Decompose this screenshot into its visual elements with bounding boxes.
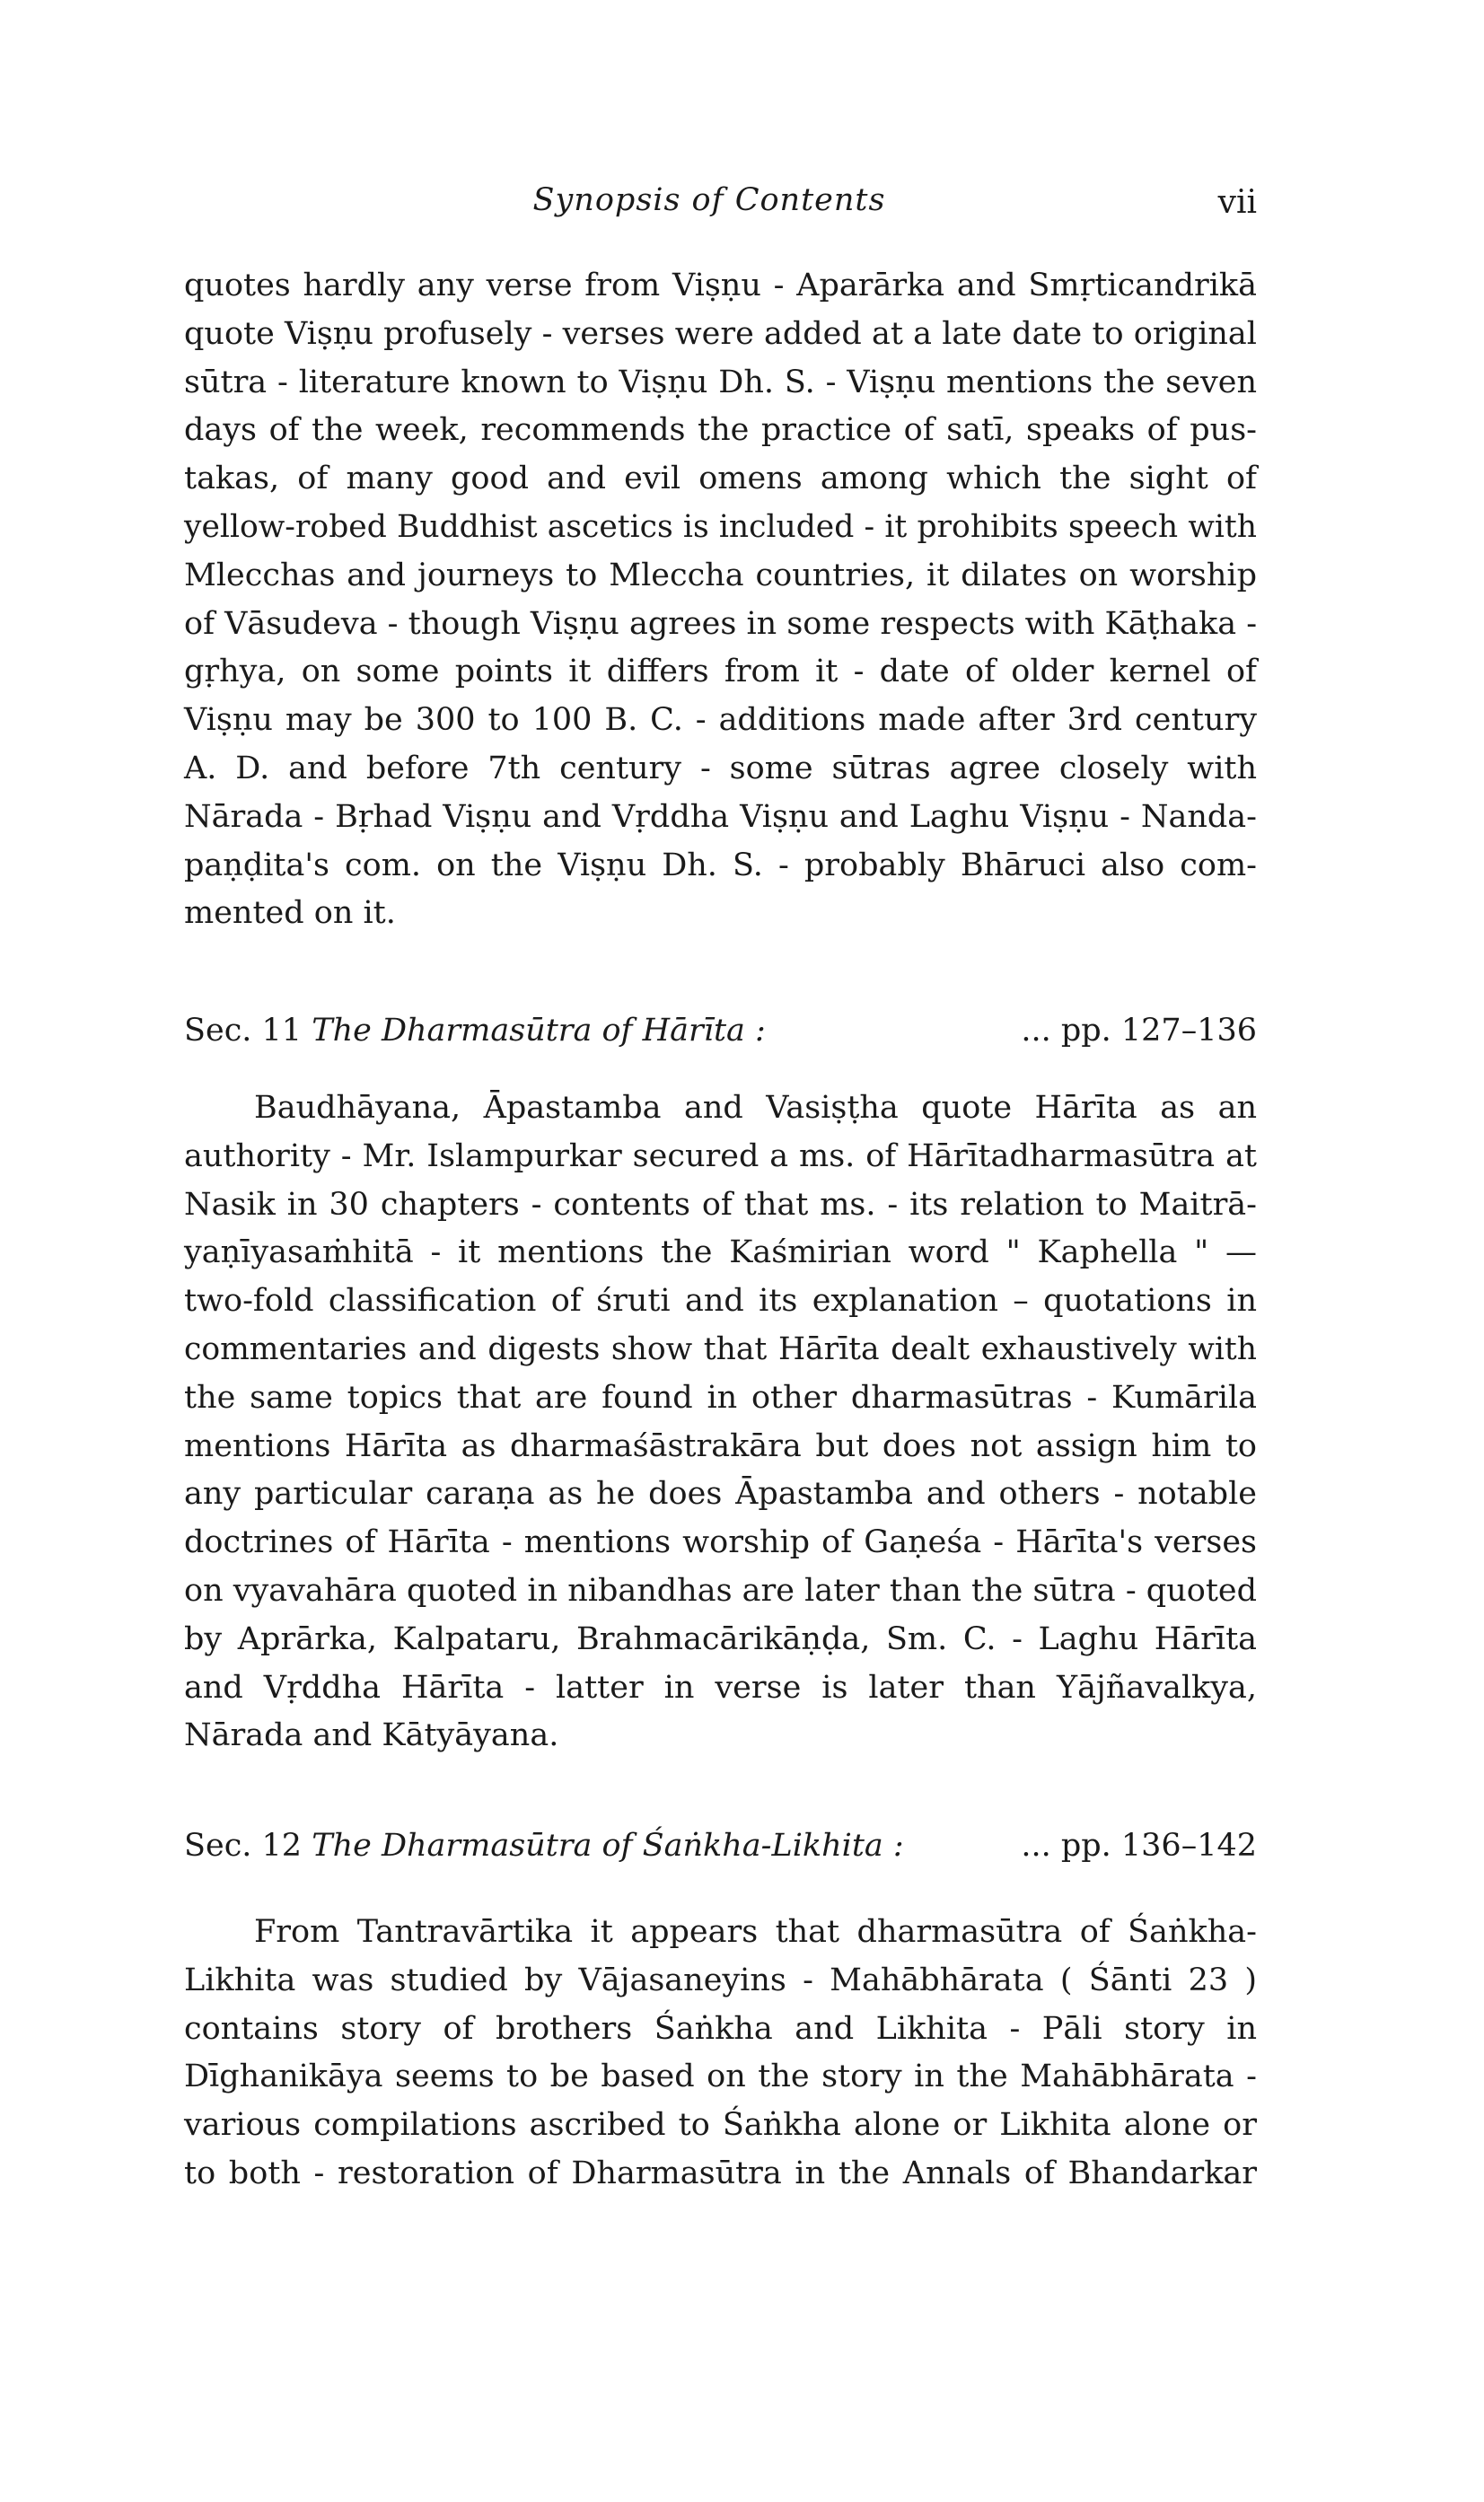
section-heading-11: [184, 1013, 1257, 1063]
paragraph-visnu-synopsis: [184, 262, 1257, 938]
text-line: on vyavahāra quoted in nibandhas are later than the sūtra - quoted: [184, 1572, 1257, 1609]
section-number: Sec. 12: [184, 1828, 312, 1864]
section-label: [184, 1013, 766, 1049]
text-line: yaṇīyasaṁhitā - it mentions the Kaśmirian word " Kaphella " —: [184, 1234, 1257, 1271]
text-line: Nārada - Bṛhad Viṣṇu and Vṛddha Viṣṇu and Laghu Viṣṇu - Nanda-: [184, 798, 1257, 835]
text-line: to both - restoration of Dharmasūtra in the Annals of Bhandarkar: [184, 2155, 1257, 2191]
text-line: of Vāsudeva - though Viṣṇu agrees in some respects with Kāṭhaka -: [184, 605, 1258, 642]
section-title: The Dharmasūtra of Śaṅkha-Likhita :: [312, 1828, 904, 1864]
text-line: takas, of many good and evil omens among which the sight of: [184, 461, 1257, 497]
text-line: sūtra - literature known to Viṣṇu Dh. S. - Viṣṇu mentions the seven: [184, 364, 1257, 400]
text-line: and Vṛddha Hārīta - latter in verse is later than Yājñavalkya,: [184, 1669, 1257, 1706]
text-line: contains story of brothers Śaṅkha and Likhita - Pāli story in: [184, 2010, 1257, 2047]
paragraph-harita-synopsis: [184, 1084, 1257, 1760]
text-line: A. D. and before 7th century - some sūtras agree closely with: [184, 750, 1257, 786]
section-label: [184, 1828, 904, 1864]
text-line: Mlecchas and journeys to Mleccha countries, it dilates on worship: [184, 557, 1257, 593]
text-line: any particular caraṇa as he does Āpastamba and others - notable: [184, 1476, 1257, 1513]
text-line: From Tantravārtika it appears that dharmasūtra of Śaṅkha-: [254, 1914, 1257, 1950]
text-line: days of the week, recommends the practice of satī, speaks of pus-: [184, 412, 1257, 449]
running-title: Synopsis of Contents: [532, 182, 886, 218]
text-line: doctrines of Hārīta - mentions worship of Gaṇeśa - Hārīta's verses: [184, 1524, 1257, 1561]
section-title: The Dharmasūtra of Hārīta :: [312, 1013, 766, 1049]
text-line: Viṣṇu may be 300 to 100 B. C. - additions made after 3rd century: [184, 702, 1257, 739]
text-line: by Aprārka, Kalpataru, Brahmacārikāṇḍa, Sm. C. - Laghu Hārīta: [184, 1620, 1257, 1657]
section-heading-12: [184, 1828, 1257, 1878]
text-line: paṇḍita's com. on the Viṣṇu Dh. S. - probably Bhāruci also com-: [184, 847, 1257, 883]
text-line: Likhita was studied by Vājasaneyins - Mahābhārata ( Śānti 23 ): [184, 1962, 1257, 1998]
text-line: mented on it.: [184, 895, 396, 932]
section-number: Sec. 11: [184, 1013, 312, 1049]
text-line: commentaries and digests show that Hārīta dealt exhaustively with: [184, 1330, 1257, 1367]
section-page-range: ... pp. 127–136: [1021, 1013, 1257, 1049]
text-line: Baudhāyana, Āpastamba and Vasiṣṭha quote Hārīta as an: [254, 1090, 1257, 1126]
text-line: yellow-robed Buddhist ascetics is included - it prohibits speech with: [184, 508, 1257, 545]
text-line: the same topics that are found in other dharmasūtras - Kumārila: [184, 1379, 1257, 1416]
text-line: various compilations ascribed to Śaṅkha alone or Likhita alone or: [184, 2107, 1257, 2144]
text-line: quote Viṣṇu profusely - verses were added at a late date to original: [184, 315, 1257, 352]
text-line: Dīghanikāya seems to be based on the story in the Mahābhārata -: [184, 2059, 1257, 2095]
text-line: quotes hardly any verse from Viṣṇu - Aparārka and Smṛticandrikā: [184, 268, 1257, 303]
running-header: [171, 182, 1257, 236]
text-line: Nārada and Kātyāyana.: [184, 1717, 559, 1754]
page-number: vii: [1217, 184, 1257, 221]
text-line: authority - Mr. Islampurkar secured a ms. of Hārītadharmasūtra at: [184, 1137, 1257, 1174]
text-line: Nasik in 30 chapters - contents of that ms. - its relation to Maitrā-: [184, 1186, 1257, 1223]
paragraph-sankha-likhita-synopsis: [184, 1909, 1257, 2199]
text-line: two-fold classification of śruti and its explanation – quotations in: [184, 1283, 1257, 1320]
text-line: mentions Hārīta as dharmaśāstrakāra but does not assign him to: [184, 1427, 1257, 1464]
text-line: gṛhya, on some points it differs from it - date of older kernel of: [184, 654, 1257, 690]
section-page-range: ... pp. 136–142: [1021, 1828, 1257, 1864]
